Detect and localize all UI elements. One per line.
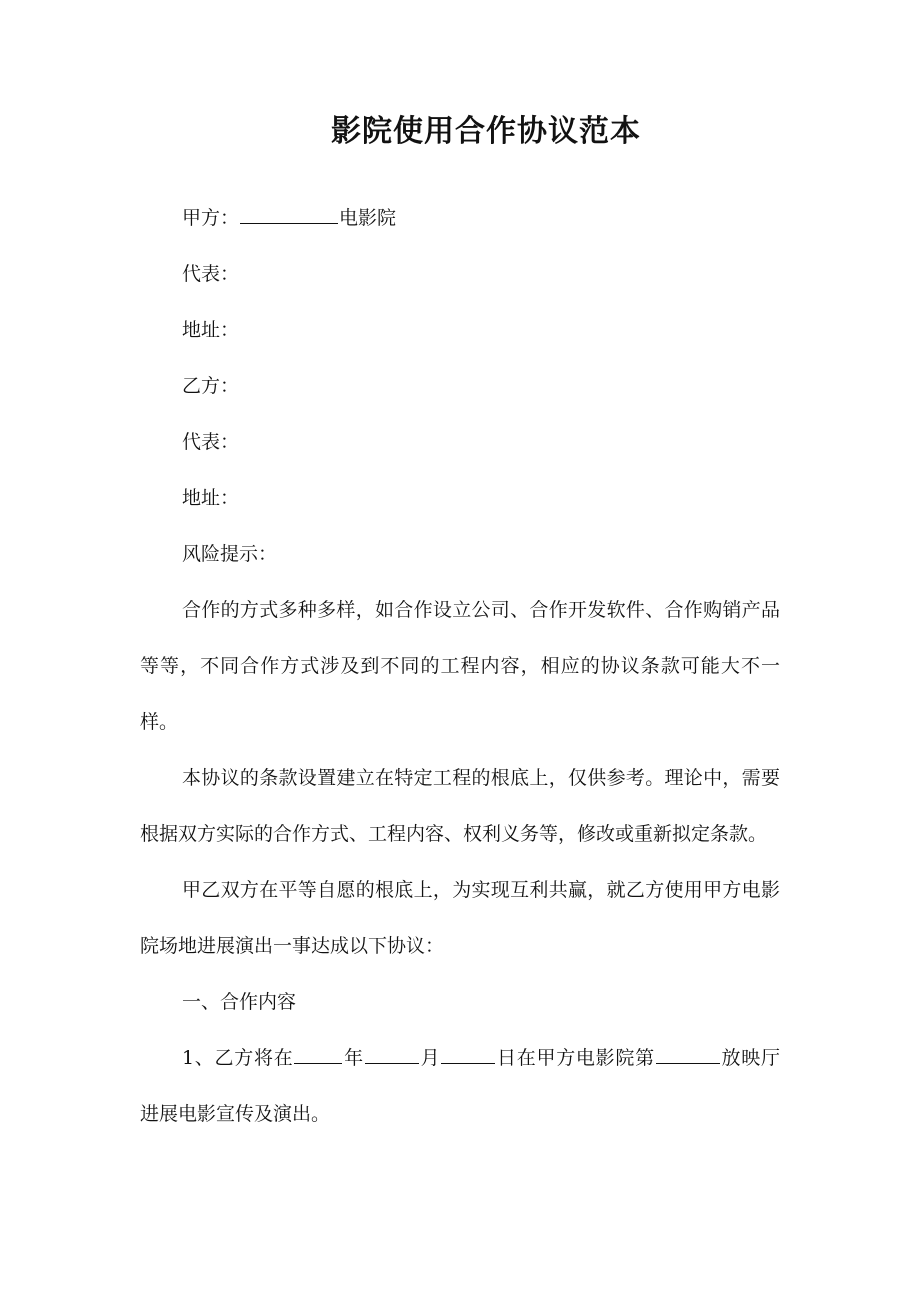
risk-paragraph-1: 合作的方式多种多样，如合作设立公司、合作开发软件、合作购销产品等等，不同合作方式涉及到不同的工程内容，相应的协议条款可能大不一样。 [140, 599, 780, 733]
party-a-label: 甲方： [182, 207, 240, 229]
day-label: 日在甲方电影院第 [496, 1047, 655, 1069]
year-blank [294, 1045, 342, 1064]
party-a-line [140, 190, 780, 246]
party-b-line: 乙方： [182, 375, 240, 397]
year-label: 年 [343, 1047, 364, 1069]
party-a-address: 地址： [182, 319, 240, 341]
intro-paragraph: 甲乙双方在平等自愿的根底上，为实现互利共赢，就乙方使用甲方电影院场地进展演出一事达成以下协议： [140, 879, 780, 957]
risk-paragraph-2: 本协议的条款设置建立在特定工程的根底上，仅供参考。理论中，需要根据双方实际的合作方式、工程内容、权利义务等，修改或重新拟定条款。 [140, 767, 780, 845]
party-b-representative: 代表： [182, 431, 240, 453]
section-1-heading: 一、合作内容 [182, 991, 297, 1013]
hall-number-blank [656, 1045, 720, 1064]
clause-1 [140, 1030, 780, 1142]
month-label: 月 [419, 1047, 441, 1069]
party-a-suffix: 电影院 [339, 207, 397, 229]
risk-heading: 风险提示： [182, 543, 278, 565]
clause-1-end: 放映厅进展电影宣传及演出。 [140, 1047, 780, 1125]
day-blank [441, 1045, 495, 1064]
document-title: 影院使用合作协议范本 [331, 114, 641, 149]
clause-1-prefix: 1、乙方将在 [182, 1047, 294, 1069]
document-body [140, 190, 780, 1142]
party-a-name-blank [240, 205, 338, 224]
party-a-representative: 代表： [182, 263, 240, 285]
party-b-address: 地址： [182, 487, 240, 509]
month-blank [365, 1045, 419, 1064]
